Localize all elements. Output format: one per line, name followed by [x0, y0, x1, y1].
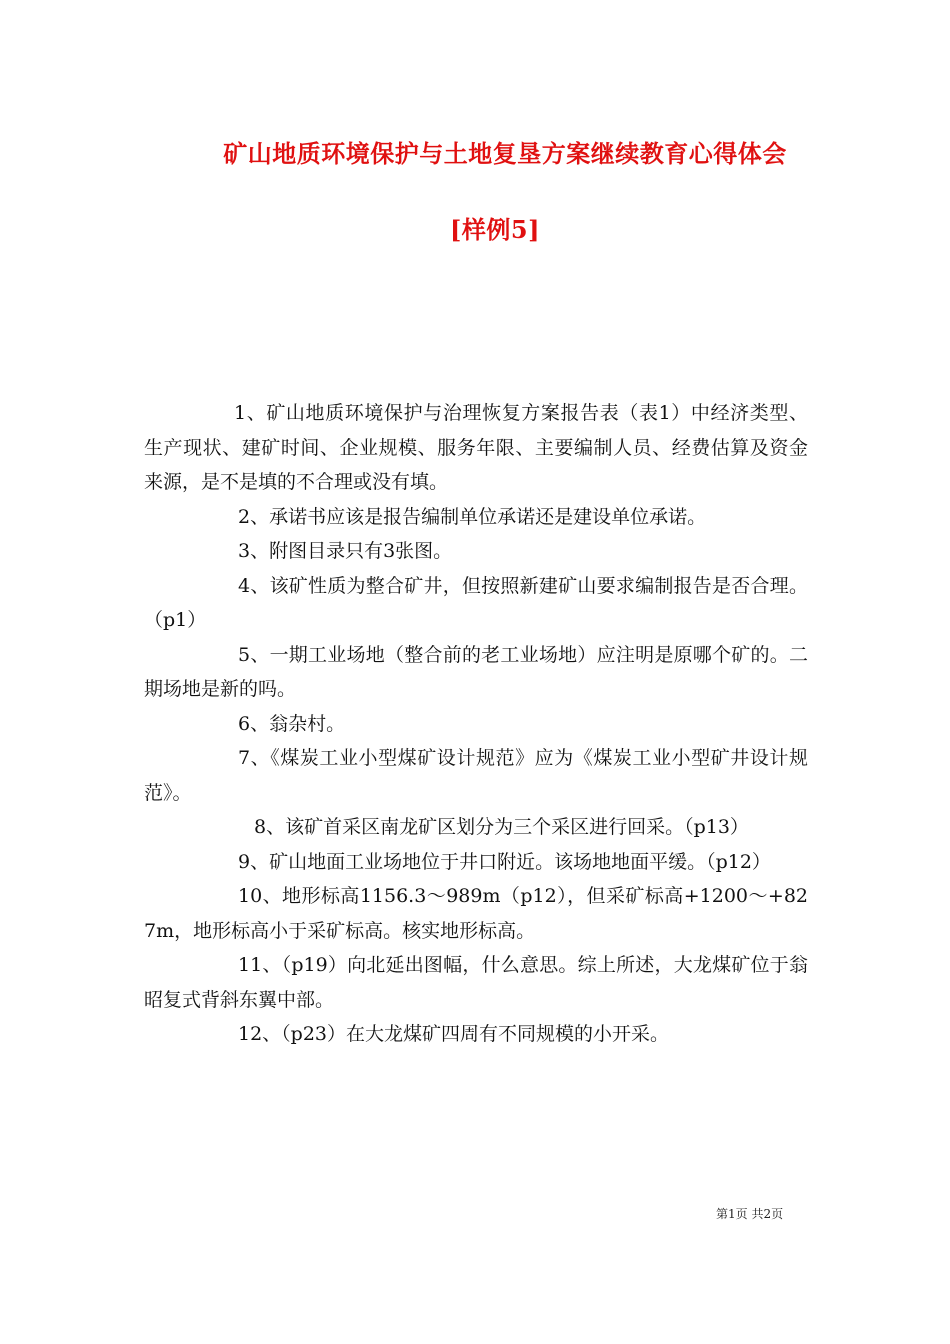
document-subtitle: [样例5] — [450, 215, 540, 244]
paragraph-1: 1、矿山地质环境保护与治理恢复方案报告表（表1）中经济类型、生产现状、建矿时间、企业规模、服务年限、主要编制人员、经费估算及资金来源，是不是填的不合理或没有填。 — [144, 402, 808, 493]
page-number: 第1页 共2页 — [716, 1207, 784, 1221]
document-body — [144, 396, 808, 1052]
paragraph-7: 7、《煤炭工业小型煤矿设计规范》应为《煤炭工业小型矿井设计规范》。 — [144, 747, 808, 804]
paragraph-11: 11、（p19）向北延出图幅，什么意思。综上所述，大龙煤矿位于翁昭复式背斜东翼中部。 — [144, 954, 808, 1011]
paragraph-9: 9、矿山地面工业场地位于井口附近。该场地地面平缓。（p12） — [238, 850, 771, 873]
paragraph-5: 5、一期工业场地（整合前的老工业场地）应注明是原哪个矿的。二期场地是新的吗。 — [144, 643, 808, 700]
paragraph-8: 8、该矿首采区南龙矿区划分为三个采区进行回采。（p13） — [254, 816, 749, 838]
document-title: 矿山地质环境保护与土地复垦方案继续教育心得体会 — [223, 139, 787, 168]
paragraph-4: 4、该矿性质为整合矿井，但按照新建矿山要求编制报告是否合理。（p1） — [144, 574, 808, 631]
paragraph-10: 10、地形标高1156.3～989m（p12），但采矿标高+1200～+827m，地形标高小于采矿标高。核实地形标高。 — [144, 885, 808, 942]
paragraph-12: 12、（p23）在大龙煤矿四周有不同规模的小开采。 — [238, 1023, 670, 1045]
paragraph-3: 3、附图目录只有3张图。 — [238, 540, 453, 562]
paragraph-2: 2、承诺书应该是报告编制单位承诺还是建设单位承诺。 — [238, 505, 707, 528]
paragraph-6: 6、翁杂村。 — [238, 712, 346, 735]
